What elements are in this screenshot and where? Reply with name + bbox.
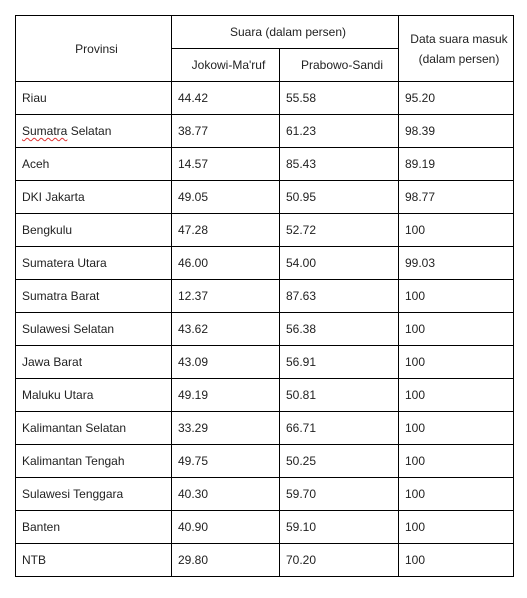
prabowo-cell [280, 280, 399, 313]
province-cell-text: NTB [22, 553, 46, 567]
data-in-cell-text: 100 [405, 223, 426, 237]
prabowo-cell [280, 478, 399, 511]
jokowi-cell [172, 82, 280, 115]
prabowo-cell-text: 87.63 [286, 289, 317, 303]
prabowo-cell [280, 445, 399, 478]
jokowi-cell-text: 12.37 [178, 289, 209, 303]
data-in-cell [399, 412, 514, 445]
province-cell-text: Banten [22, 520, 61, 534]
data-in-cell-text: 100 [405, 355, 426, 369]
prabowo-cell [280, 181, 399, 214]
table-row [16, 280, 514, 313]
province-cell-text: DKI Jakarta [22, 190, 85, 204]
prabowo-cell [280, 148, 399, 181]
prabowo-cell [280, 511, 399, 544]
data-in-cell-text: 100 [405, 487, 426, 501]
prabowo-cell-text: 56.38 [286, 322, 317, 336]
jokowi-cell [172, 313, 280, 346]
province-cell [16, 313, 172, 346]
prabowo-cell [280, 544, 399, 577]
prabowo-cell [280, 247, 399, 280]
prabowo-cell [280, 346, 399, 379]
prabowo-cell-text: 56.91 [286, 355, 317, 369]
province-cell-text: Sulawesi Tenggara [22, 487, 124, 501]
jokowi-cell-text: 44.42 [178, 91, 209, 105]
province-cell [16, 412, 172, 445]
jokowi-cell-text: 46.00 [178, 256, 209, 270]
data-in-cell [399, 214, 514, 247]
jokowi-cell-text: 33.29 [178, 421, 209, 435]
province-cell-text: Jawa Barat [22, 355, 83, 369]
table-row [16, 214, 514, 247]
header-province: Provinsi [16, 16, 172, 82]
prabowo-cell [280, 82, 399, 115]
jokowi-cell [172, 148, 280, 181]
prabowo-cell-text: 50.95 [286, 190, 317, 204]
province-cell [16, 148, 172, 181]
table-row [16, 511, 514, 544]
data-in-cell-text: 100 [405, 421, 426, 435]
header-candidate-prabowo: Prabowo-Sandi [280, 49, 399, 82]
jokowi-cell [172, 412, 280, 445]
province-cell [16, 511, 172, 544]
jokowi-cell [172, 115, 280, 148]
jokowi-cell-text: 47.28 [178, 223, 209, 237]
prabowo-cell-text: 66.71 [286, 421, 317, 435]
data-in-cell-text: 89.19 [405, 157, 436, 171]
data-in-cell-text: 98.77 [405, 190, 436, 204]
table-row [16, 412, 514, 445]
data-in-cell [399, 82, 514, 115]
spellcheck-marked-word: Sumatra [22, 124, 68, 138]
data-in-cell-text: 99.03 [405, 256, 436, 270]
table-row [16, 82, 514, 115]
jokowi-cell-text: 40.90 [178, 520, 209, 534]
province-cell-text: Sumatera Utara [22, 256, 107, 270]
table-row [16, 313, 514, 346]
table-row [16, 247, 514, 280]
data-in-cell [399, 511, 514, 544]
table-row [16, 181, 514, 214]
table-row [16, 379, 514, 412]
prabowo-cell-text: 50.81 [286, 388, 317, 402]
jokowi-cell-text: 29.80 [178, 553, 209, 567]
prabowo-cell [280, 379, 399, 412]
data-in-cell [399, 544, 514, 577]
province-cell [16, 214, 172, 247]
province-cell [16, 181, 172, 214]
prabowo-cell-text: 70.20 [286, 553, 317, 567]
data-in-cell [399, 181, 514, 214]
prabowo-cell-text: 52.72 [286, 223, 317, 237]
jokowi-cell [172, 247, 280, 280]
province-cell [16, 280, 172, 313]
jokowi-cell [172, 478, 280, 511]
prabowo-cell-text: 59.70 [286, 487, 317, 501]
data-in-cell [399, 247, 514, 280]
header-votes-group: Suara (dalam persen) [172, 16, 399, 49]
table-row [16, 544, 514, 577]
province-cell [16, 379, 172, 412]
header-data-in-line1: Data suara masuk [410, 31, 508, 46]
data-in-cell-text: 100 [405, 454, 426, 468]
data-in-cell [399, 478, 514, 511]
table-row [16, 445, 514, 478]
jokowi-cell [172, 379, 280, 412]
header-candidate-jokowi: Jokowi-Ma'ruf [172, 49, 280, 82]
data-in-cell-text: 100 [405, 520, 426, 534]
jokowi-cell-text: 43.62 [178, 322, 209, 336]
province-cell-text: Aceh [22, 157, 50, 171]
province-cell [16, 445, 172, 478]
province-cell [16, 544, 172, 577]
province-cell-text: Bengkulu [22, 223, 73, 237]
jokowi-cell [172, 511, 280, 544]
table-row [16, 478, 514, 511]
prabowo-cell-text: 55.58 [286, 91, 317, 105]
jokowi-cell-text: 40.30 [178, 487, 209, 501]
province-cell [16, 82, 172, 115]
prabowo-cell-text: 85.43 [286, 157, 317, 171]
province-cell [16, 247, 172, 280]
jokowi-cell [172, 346, 280, 379]
data-in-cell [399, 445, 514, 478]
jokowi-cell-text: 49.05 [178, 190, 209, 204]
jokowi-cell [172, 280, 280, 313]
prabowo-cell-text: 54.00 [286, 256, 317, 270]
prabowo-cell-text: 59.10 [286, 520, 317, 534]
data-in-cell-text: 100 [405, 553, 426, 567]
table-row [16, 148, 514, 181]
data-in-cell-text: 100 [405, 322, 426, 336]
jokowi-cell-text: 49.75 [178, 454, 209, 468]
jokowi-cell-text: 38.77 [178, 124, 209, 138]
jokowi-cell [172, 544, 280, 577]
province-cell-text: Maluku Utara [22, 388, 94, 402]
table-row [16, 115, 514, 148]
province-cell-text: Kalimantan Tengah [22, 454, 125, 468]
vote-results-table [15, 15, 514, 577]
jokowi-cell [172, 181, 280, 214]
jokowi-cell-text: 49.19 [178, 388, 209, 402]
data-in-cell [399, 148, 514, 181]
data-in-cell [399, 115, 514, 148]
data-in-cell-text: 100 [405, 388, 426, 402]
jokowi-cell [172, 214, 280, 247]
prabowo-cell [280, 313, 399, 346]
province-cell [16, 346, 172, 379]
data-in-cell-text: 100 [405, 289, 426, 303]
province-cell [16, 478, 172, 511]
province-cell-text: Kalimantan Selatan [22, 421, 127, 435]
data-in-cell [399, 280, 514, 313]
data-in-cell-text: 98.39 [405, 124, 436, 138]
jokowi-cell-text: 43.09 [178, 355, 209, 369]
jokowi-cell [172, 445, 280, 478]
table-row [16, 346, 514, 379]
province-cell-text: Sulawesi Selatan [22, 322, 115, 336]
province-cell [16, 115, 172, 148]
header-data-in [399, 16, 514, 82]
prabowo-cell-text: 50.25 [286, 454, 317, 468]
data-in-cell [399, 313, 514, 346]
header-data-in-line2: (dalam persen) [418, 51, 500, 66]
province-cell-text: Riau [22, 91, 47, 105]
prabowo-cell-text: 61.23 [286, 124, 317, 138]
data-in-cell [399, 346, 514, 379]
prabowo-cell [280, 412, 399, 445]
prabowo-cell [280, 214, 399, 247]
data-in-cell [399, 379, 514, 412]
province-cell-text: Sumatra Selatan [22, 124, 112, 138]
province-cell-text: Sumatra Barat [22, 289, 100, 303]
table-body [16, 82, 514, 577]
data-in-cell-text: 95.20 [405, 91, 436, 105]
jokowi-cell-text: 14.57 [178, 157, 209, 171]
prabowo-cell [280, 115, 399, 148]
